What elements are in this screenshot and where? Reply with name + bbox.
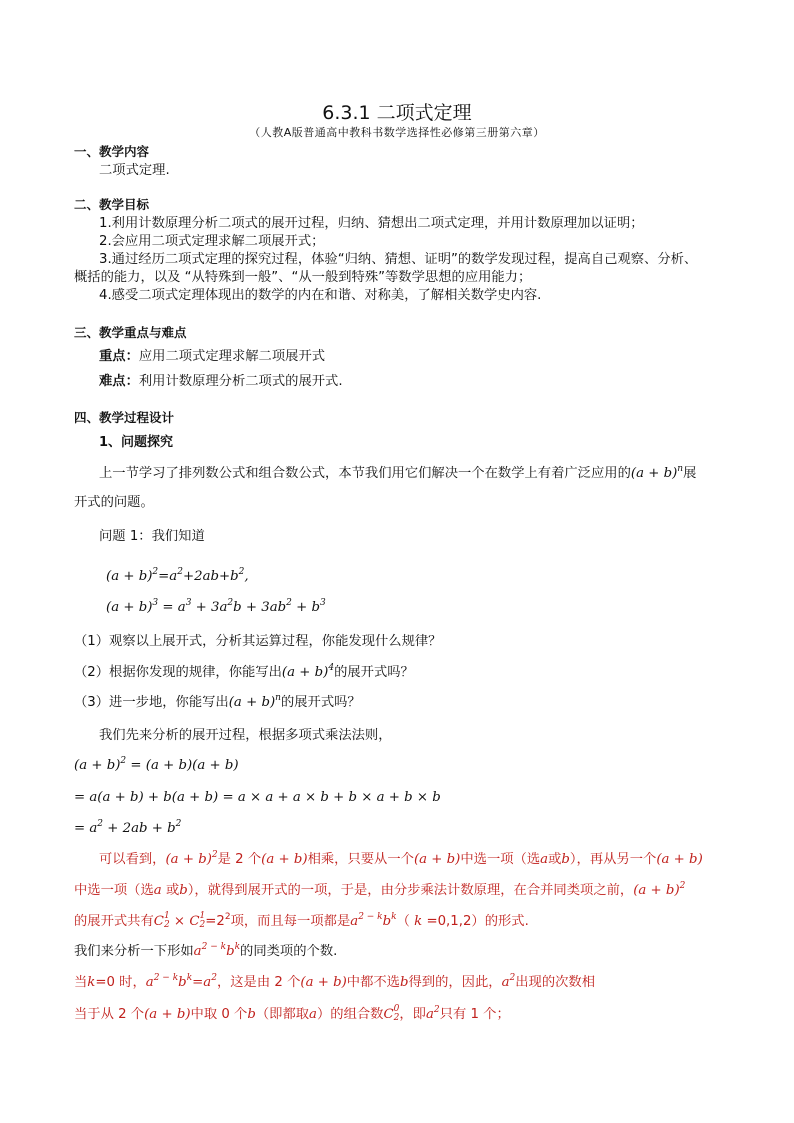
derivation-line-2: = a(a + b) + b(a + b) = a × a + a × b + b × a + b × b [74, 790, 441, 805]
math-k: k [414, 914, 423, 929]
reasoning-line-3 [74, 912, 529, 931]
math-exp: 3 [320, 598, 326, 608]
math-ab: (a + b) [630, 466, 678, 481]
math-ab: (a + b) [633, 883, 680, 898]
math-exp: 2 [211, 973, 217, 983]
reasoning-line-1 [99, 851, 703, 869]
prompt-text: 的展开式吗？ [334, 665, 414, 680]
math-exp: 1 [199, 911, 206, 921]
prompt-text: （2）根据你发现的规律，你能写出 [74, 665, 282, 680]
math-exp: 2 [238, 567, 245, 577]
reasoning-text: 或 [161, 883, 180, 898]
section-heading-goals: 二、教学目标 [74, 197, 150, 212]
reasoning-text: =2 [205, 914, 225, 929]
math-exp: 3 [185, 598, 192, 608]
equation-square: $(a + b)^2=a^2+2ab+b^2$, [106, 567, 249, 584]
math-ab: (a + b) [165, 852, 212, 867]
reasoning-text: 中取 0 个 [190, 1007, 248, 1022]
analysis-intro: 我们先来分析的展开过程，根据多项式乘法法则， [99, 728, 392, 743]
reasoning-text: 中选一项（选 [460, 852, 541, 867]
reasoning-text: 项，而且每一项都是 [230, 914, 351, 929]
intro-text: 上一节学习了排列数公式和组合数公式，本节我们用它们解决一个在数学上有着广泛应用的 [99, 466, 631, 481]
math-exp: 2 [679, 881, 686, 891]
reasoning-text: ，即 [399, 1007, 426, 1022]
like-terms-line [74, 943, 337, 961]
case-k0-line-2 [74, 1005, 510, 1024]
math: +2ab+b [182, 569, 239, 584]
math-ab: (a + b) [281, 665, 329, 680]
reasoning-text: （ [396, 914, 415, 929]
math-b: b [382, 914, 392, 929]
reasoning-text: ），就得到展开式的一项，于是，由分步乘法计数原理，在合并同类项之前， [187, 883, 634, 898]
math-b: b [178, 975, 187, 990]
math-b: b [561, 852, 570, 867]
math-exp: 2 [286, 598, 292, 608]
difficulty-label: 难点： [99, 374, 139, 389]
goal-item: 3.通过经历二项式定理的探究过程，体验“归纳、猜想、证明”的数学发现过程，提高自己观察、分析、 [99, 252, 698, 267]
math-a: a [501, 975, 510, 990]
math-ab: (a + b) [300, 975, 347, 990]
reasoning-text: 可以看到， [99, 852, 166, 867]
math-exp: 2 [509, 973, 516, 983]
math-exp: 2 − k [358, 912, 383, 922]
derivation-line-3 [74, 820, 181, 838]
prompt-text: 的展开式吗？ [280, 695, 361, 710]
math-k: k [87, 975, 96, 990]
math-a: a [350, 914, 359, 929]
prompt-2 [74, 664, 414, 682]
prompt-text: （3）进一步地，你能写出 [74, 695, 229, 710]
math-b: b [179, 883, 188, 898]
math-a: a [425, 1007, 434, 1022]
math: =a [192, 975, 212, 990]
body-text: 的同类项的个数. [240, 944, 338, 959]
math-ab: (a + b) [261, 852, 308, 867]
math: b + 3ab [233, 600, 287, 615]
reasoning-text: 相乘，只要从一个 [307, 852, 414, 867]
body-text: 我们来分析一下形如 [74, 944, 194, 959]
math: + 3a [191, 600, 228, 615]
keypoint-line [99, 348, 325, 366]
math-a: a [540, 852, 549, 867]
section-body-content: 二项式定理. [99, 163, 170, 178]
goal-item: 概括的能力，以及 “从特殊到一般”、“从一般到特殊”等数学思想的应用能力； [74, 270, 532, 285]
math: + b [291, 600, 320, 615]
intro-text: 展 [683, 466, 697, 481]
goal-item: 1.利用计数原理分析二项式的展开过程，归纳、猜想出二项式定理，并用计数原理加以证明； [99, 216, 644, 231]
section-heading-keypoints: 三、教学重点与难点 [74, 325, 187, 340]
math-exp: 2 − k [153, 973, 179, 983]
math-exp: 1 [163, 911, 170, 921]
case-k0-line-1 [74, 974, 595, 992]
math-sub: 2 [393, 1013, 400, 1023]
reasoning-text: 当于从 2 个 [74, 1007, 145, 1022]
math-exp: 2 [120, 756, 127, 766]
reasoning-text: ），再从另一个 [569, 852, 657, 867]
goal-item: 2.会应用二项式定理求解二项展开式； [99, 234, 325, 249]
difficulty-line [99, 373, 343, 391]
math-exp: 2 [152, 567, 159, 577]
math-b: b [399, 975, 409, 990]
reasoning-text: 只有 1 个； [439, 1007, 510, 1022]
math-sub: 2 [199, 920, 206, 930]
math-exp: 2 − k [201, 942, 227, 952]
math: (a + b) [74, 758, 121, 773]
math-exp: 2 [227, 598, 234, 608]
math: (a + b) [106, 569, 153, 584]
reasoning-text: 的展开式共有 [74, 914, 154, 929]
math-c: C [153, 914, 164, 929]
math-sub: 2 [163, 920, 170, 930]
reasoning-line-2 [74, 882, 685, 900]
math: = (a + b)(a + b) [126, 758, 239, 773]
subsection-heading: 1、问题探究 [99, 435, 174, 450]
math-a: a [153, 883, 162, 898]
math-a: a [309, 1007, 317, 1022]
intro-line-1 [99, 465, 696, 483]
reasoning-text: 中选一项（选 [74, 883, 154, 898]
math-ab: (a + b) [656, 852, 703, 867]
doc-subtitle: （人教A版普通高中教科书数学选择性必修第三册第六章） [249, 126, 545, 139]
doc-title: 6.3.1 二项式定理 [322, 102, 472, 124]
math: × [169, 914, 190, 929]
math-exp: k [391, 912, 397, 922]
reasoning-text: 或 [548, 852, 562, 867]
math: = a [158, 600, 186, 615]
math-ab: (a + b) [144, 1007, 191, 1022]
reasoning-text: 得到的，因此， [408, 975, 502, 990]
equation-cube [106, 599, 326, 617]
reasoning-text: ）的组合数 [316, 1007, 384, 1022]
math-exp: 2 [211, 850, 218, 860]
math-c: C [383, 1007, 394, 1022]
prompt-1: （1）观察以上展开式，分析其运算过程，你能发现什么规律？ [74, 634, 442, 649]
math-exp: k [186, 973, 193, 983]
math-ab: (a + b) [413, 852, 461, 867]
keypoint-text: 应用二项式定理求解二项展开式 [138, 349, 326, 364]
section-heading-content: 一、教学内容 [74, 144, 150, 159]
reasoning-text: =0 时， [95, 975, 146, 990]
difficulty-text: 利用计数原理分析二项式的展开式. [138, 374, 343, 389]
math-exp: k [234, 942, 241, 952]
math-a: a [193, 944, 202, 959]
reasoning-text: 出现的次数相 [515, 975, 596, 990]
math: =a [158, 569, 178, 584]
math-exp: n [275, 693, 281, 703]
section-heading-process: 四、教学过程设计 [74, 410, 175, 425]
reasoning-text: 中都不选 [346, 975, 400, 990]
reasoning-text: 是 2 个 [217, 852, 262, 867]
math-exp: 2 [175, 819, 182, 829]
math-exp: 4 [328, 663, 335, 673]
reasoning-text: =0,1,2）的形式. [422, 914, 529, 929]
math-a: a [145, 975, 154, 990]
math-n: n [677, 464, 684, 474]
math: (a + b) [106, 600, 153, 615]
math-exp: 3 [152, 598, 159, 608]
keypoint-label: 重点： [99, 349, 139, 364]
question-1: 问题 1：我们知道 [99, 529, 205, 544]
math-c: C [189, 914, 200, 929]
math-ab: (a + b) [228, 695, 276, 710]
goal-item: 4.感受二项式定理体现出的数学的内在和谐、对称美，了解相关数学史内容. [99, 288, 542, 303]
intro-line-2: 开式的问题。 [74, 495, 154, 510]
math-exp: 2 [224, 912, 231, 922]
math-b: b [226, 944, 235, 959]
math-exp: 0 [393, 1004, 400, 1014]
math-exp: 2 [177, 567, 183, 577]
prompt-3 [74, 694, 361, 712]
reasoning-text: ，这是由 2 个 [216, 975, 301, 990]
math: + 2ab + b [103, 821, 176, 836]
math-b: b [247, 1007, 256, 1022]
derivation-line-1 [74, 757, 239, 775]
reasoning-text: 当 [74, 975, 88, 990]
math: = a [74, 821, 98, 836]
reasoning-text: （即都取 [255, 1007, 310, 1022]
math-exp: 2 [433, 1005, 440, 1015]
math-exp: 2 [97, 819, 104, 829]
